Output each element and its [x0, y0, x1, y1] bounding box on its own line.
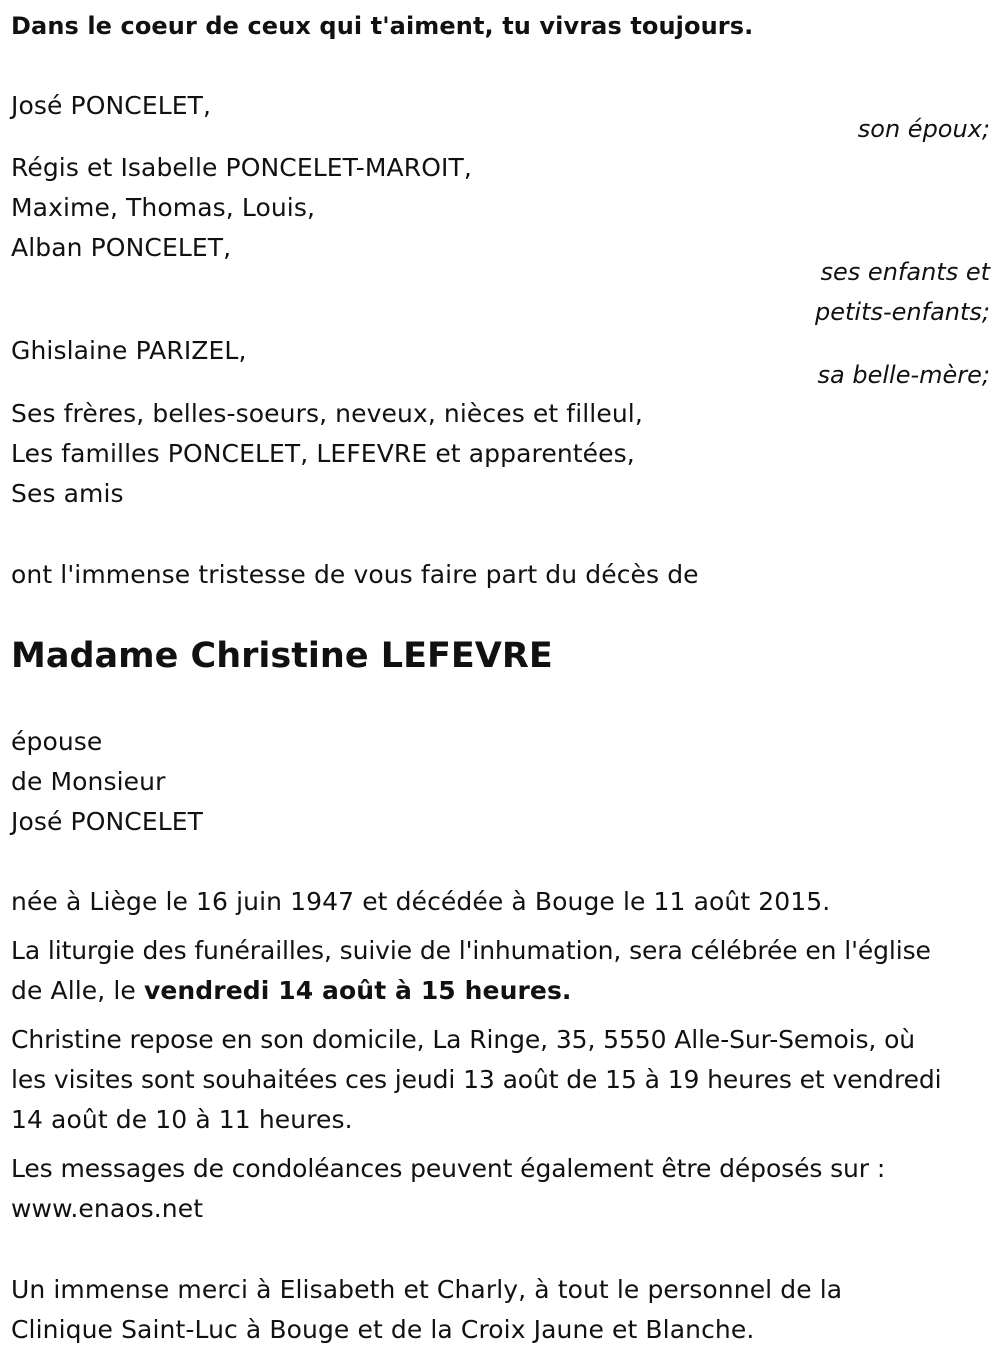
visits-line-3: 14 août de 10 à 11 heures.	[11, 1105, 353, 1134]
mother-in-law-name: Ghislaine PARIZEL,	[11, 336, 247, 365]
visits-line-2: les visites sont souhaitées ces jeudi 13 août de 15 à 19 heures et vendredi	[11, 1065, 942, 1094]
funeral-date-time: vendredi 14 août à 15 heures.	[143, 976, 572, 1005]
birth-death-text: née à Liège le 16 juin 1947 et décédée à Bouge le 11 août 2015.	[11, 887, 831, 916]
deceased-name: Madame Christine LEFEVRE	[11, 636, 553, 676]
children-role-line-2: petits-enfants;	[815, 298, 990, 326]
spouse-name: José PONCELET,	[11, 91, 212, 120]
condolences-website: www.enaos.net	[11, 1194, 204, 1223]
children-role-line-1: ses enfants et	[820, 258, 990, 286]
relatives-line-2: Les familles PONCELET, LEFEVRE et apparentées,	[11, 439, 635, 468]
relation-line-2: de Monsieur	[11, 767, 166, 796]
announcement-text: ont l'immense tristesse de vous faire part du décès de	[11, 560, 699, 589]
children-line-2: Maxime, Thomas, Louis,	[11, 193, 316, 222]
epigraph: Dans le coeur de ceux qui t'aiment, tu vivras toujours.	[11, 12, 754, 40]
children-line-1: Régis et Isabelle PONCELET-MAROIT,	[11, 153, 472, 182]
spouse-role: son époux;	[857, 115, 990, 143]
thanks-line-1: Un immense merci à Elisabeth et Charly, à tout le personnel de la	[11, 1275, 843, 1304]
relatives-line-1: Ses frères, belles-soeurs, neveux, nièces et filleul,	[11, 399, 643, 428]
funeral-line-1: La liturgie des funérailles, suivie de l'inhumation, sera célébrée en l'église	[11, 936, 931, 965]
condolences-line-1: Les messages de condoléances peuvent également être déposés sur :	[11, 1154, 886, 1183]
relation-line-3: José PONCELET	[11, 807, 204, 836]
mother-in-law-role: sa belle-mère;	[817, 361, 990, 389]
children-line-3: Alban PONCELET,	[11, 233, 232, 262]
thanks-line-2: Clinique Saint-Luc à Bouge et de la Croix Jaune et Blanche.	[11, 1315, 755, 1344]
relation-line-1: épouse	[11, 727, 103, 756]
visits-line-1: Christine repose en son domicile, La Ringe, 35, 5550 Alle-Sur-Semois, où	[11, 1025, 916, 1054]
relatives-line-3: Ses amis	[11, 479, 124, 508]
funeral-line-2-prefix: de Alle, le	[11, 976, 144, 1005]
funeral-line-2	[11, 971, 572, 1011]
